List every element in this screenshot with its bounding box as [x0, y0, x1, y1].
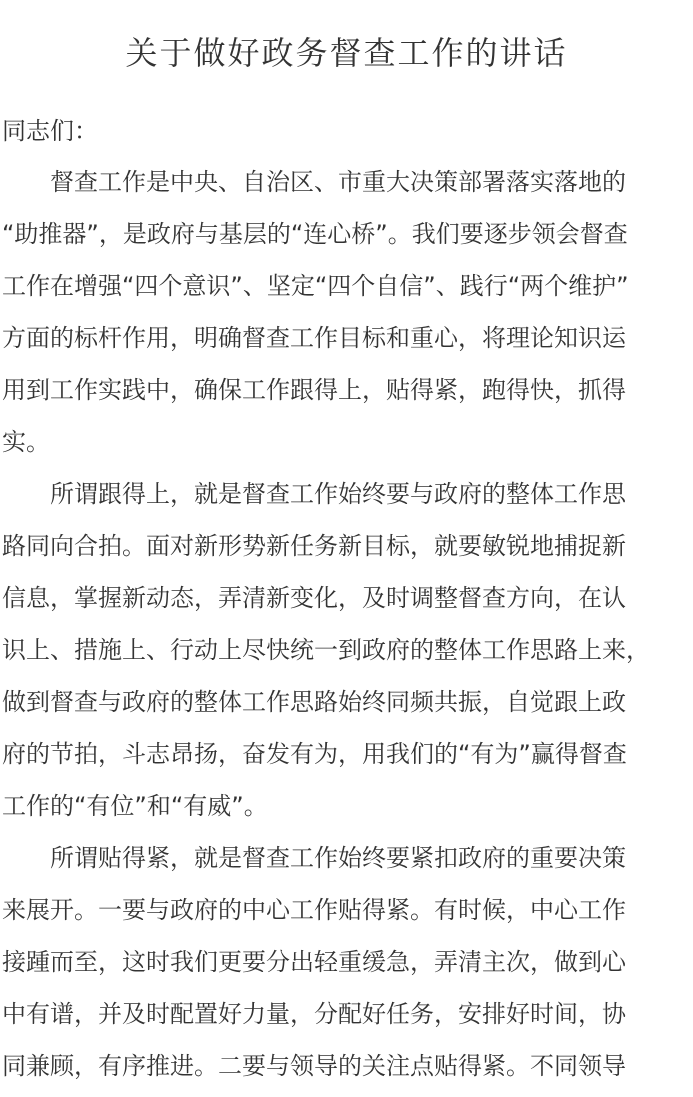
document-title: 关于做好政务督查工作的讲话	[125, 34, 568, 72]
paragraph-line: 所谓跟得上，就是督查工作始终要与政府的整体工作思	[2, 480, 626, 508]
paragraph-line: 用到工作实践中，确保工作跟得上，贴得紧，跑得快，抓得	[2, 376, 626, 404]
paragraph-line: 做到督查与政府的整体工作思路始终同频共振，自觉跟上政	[2, 688, 626, 716]
paragraph-line: 所谓贴得紧，就是督查工作始终要紧扣政府的重要决策	[2, 844, 626, 872]
paragraph-line: 督查工作是中央、自治区、市重大决策部署落实落地的	[2, 168, 626, 196]
paragraph-line: 识上、措施上、行动上尽快统一到政府的整体工作思路上来，	[2, 636, 650, 664]
paragraph-line: 工作的“有位”和“有威”。	[2, 792, 268, 820]
paragraph-line: 同兼顾，有序推进。二要与领导的关注点贴得紧。不同领导	[2, 1052, 626, 1080]
paragraph-line: 工作在增强“四个意识”、坚定“四个自信”、践行“两个维护”	[2, 272, 629, 300]
paragraph-line: 中有谱，并及时配置好力量，分配好任务，安排好时间，协	[2, 1000, 626, 1028]
paragraph-line: 府的节拍，斗志昂扬，奋发有为，用我们的“有为”赢得督查	[2, 740, 627, 768]
paragraph-line: 方面的标杆作用，明确督查工作目标和重心，将理论知识运	[2, 324, 626, 352]
paragraph-line: 路同向合拍。面对新形势新任务新目标，就要敏锐地捕捉新	[2, 532, 626, 560]
salutation: 同志们：	[2, 117, 98, 145]
paragraph-line: 信息，掌握新动态，弄清新变化，及时调整督查方向，在认	[2, 584, 626, 612]
paragraph-line: 实。	[2, 428, 50, 456]
paragraph-line: 接踵而至，这时我们更要分出轻重缓急，弄清主次，做到心	[2, 948, 626, 976]
paragraph-line: “助推器”，是政府与基层的“连心桥”。我们要逐步领会督查	[2, 220, 628, 248]
paragraph-line: 来展开。一要与政府的中心工作贴得紧。有时候，中心工作	[2, 896, 626, 924]
